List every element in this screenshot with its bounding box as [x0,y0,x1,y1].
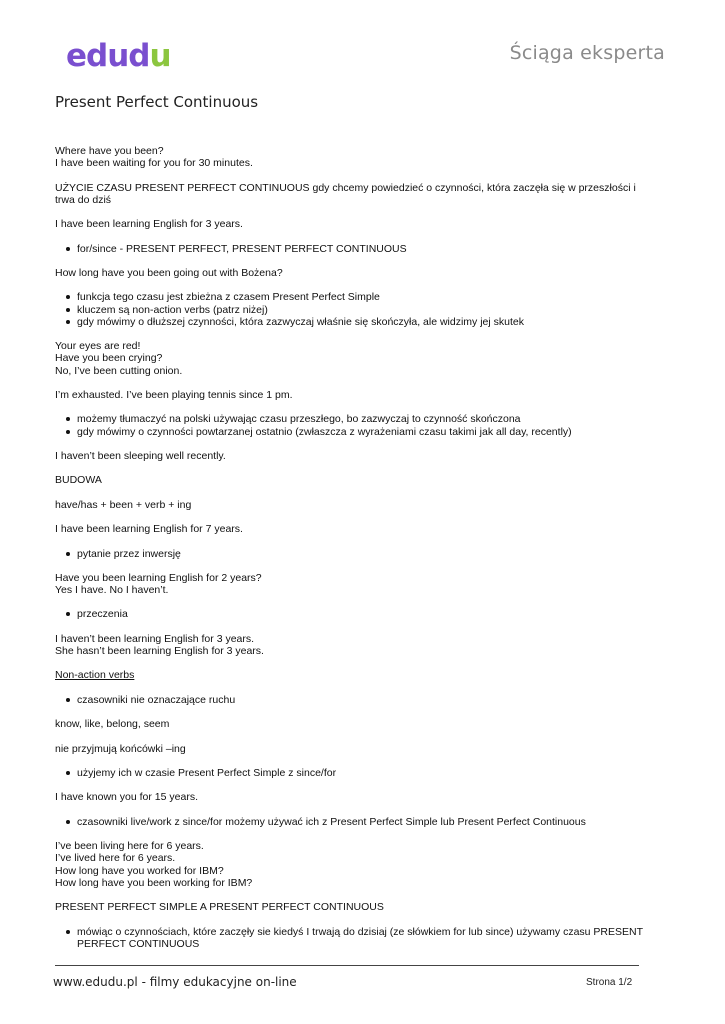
bullet-list [55,548,655,560]
text-line: Yes I have. No I haven’t. [55,584,169,597]
document-body [55,145,655,962]
list-item: czasowniki live/work z since/for możemy używać ich z Present Perfect Simple lub Present Perfect Continuous [77,816,655,828]
paragraph [55,633,655,657]
text-line: How long have you been working for IBM? [55,876,253,889]
bullet-list [55,926,655,950]
bullet-list [55,291,655,328]
paragraph: PRESENT PERFECT SIMPLE A PRESENT PERFECT CONTINUOUS [55,901,384,914]
header-tagline: Ściąga eksperta [509,42,665,64]
svg-text:edudu: edudu [66,38,171,74]
bullet-list [55,243,655,255]
text-line: Have you been crying? [55,352,163,365]
paragraph: I have been learning English for 7 years. [55,523,243,536]
paragraph: UŻYCIE CZASU PRESENT PERFECT CONTINUOUS gdy chcemy powiedzieć o czynności, która zaczęła się w przeszłości i trwa do dziś [55,181,636,206]
text-line: She hasn’t been learning English for 3 years. [55,645,264,658]
list-item: możemy tłumaczyć na polski używając czasu przeszłego, bo zazwyczaj to czynność skończona [77,413,655,425]
list-item: gdy mówimy o czynności powtarzanej ostatnio (zwłaszcza z wyrażeniami czasu takimi jak all day, recently) [77,426,655,438]
footer-divider [55,965,639,966]
text-line: I have been waiting for you for 30 minutes. [55,157,253,170]
paragraph: I have been learning English for 3 years. [55,218,243,231]
section-heading-underlined [55,669,655,681]
text-line: Where have you been? [55,145,164,157]
paragraph: know, like, belong, seem [55,718,170,731]
list-item: pytanie przez inwersję [77,548,655,560]
text-line: I’ve been living here for 6 years. [55,840,204,853]
text-line: No, I’ve been cutting onion. [55,364,183,377]
list-item: użyjemy ich w czasie Present Perfect Simple z since/for [77,767,655,779]
text-line: Your eyes are red! [55,340,141,353]
edudu-logo [66,38,184,74]
text-line: I’ve lived here for 6 years. [55,852,176,865]
text-line: How long have you worked for IBM? [55,864,224,877]
text-line: I haven’t been learning English for 3 years. [55,632,255,645]
list-item: funkcja tego czasu jest zbieżna z czasem Present Perfect Simple [77,291,655,303]
bullet-list [55,816,655,828]
bullet-list [55,767,655,779]
list-item: przeczenia [77,608,655,620]
page-number: Strona 1/2 [586,977,633,988]
bullet-list [55,608,655,620]
list-item: mówiąc o czynnościach, które zaczęły sie kiedyś I trwają do dzisiaj (ze słówkiem for lub since) używamy czasu PRESENT PERFECT CONTINUOUS [77,926,655,950]
footer-website: www.edudu.pl - filmy edukacyjne on-line [53,975,297,989]
paragraph [55,840,655,889]
list-item: gdy mówimy o dłuższej czynności, która zazwyczaj właśnie się skończyła, ale widzimy jej skutek [77,316,655,328]
text-line: Have you been learning English for 2 years? [55,571,262,584]
paragraph: I’m exhausted. I’ve been playing tennis since 1 pm. [55,388,293,401]
paragraph: I haven’t been sleeping well recently. [55,449,226,462]
underlined-heading: Non-action verbs [55,669,135,682]
paragraph [55,340,655,377]
paragraph [55,145,655,169]
bullet-list [55,694,655,706]
edudu-logo-graphic [66,38,184,74]
paragraph: I have known you for 15 years. [55,791,198,804]
bullet-list [55,413,655,437]
page-title: Present Perfect Continuous [55,93,259,111]
paragraph: BUDOWA [55,474,102,487]
paragraph: have/has + been + verb + ing [55,498,192,511]
list-item: kluczem są non-action verbs (patrz niżej) [77,304,655,316]
list-item: for/since - PRESENT PERFECT, PRESENT PERFECT CONTINUOUS [77,243,655,255]
paragraph [55,572,655,596]
paragraph: How long have you been going out with Bożena? [55,266,283,279]
list-item: czasowniki nie oznaczające ruchu [77,694,655,706]
paragraph: nie przyjmują końcówki –ing [55,742,186,755]
